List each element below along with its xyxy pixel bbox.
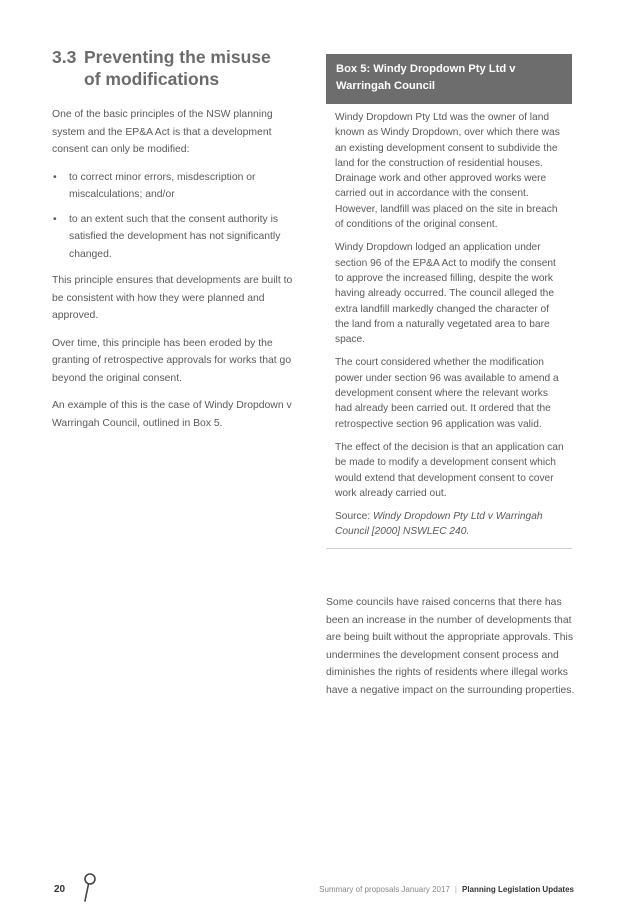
paragraph: Over time, this principle has been eroded by the granting of retrospective approvals for works that go beyond the original consent. (52, 337, 292, 384)
right-column-text (326, 594, 576, 699)
box-source (335, 509, 564, 540)
paragraph: This principle ensures that developments are built to be consistent with how they were planned and approved. (52, 275, 293, 321)
location-pin-icon (82, 872, 98, 907)
document-title: Planning Legislation Updates (461, 885, 574, 894)
intro-paragraph: One of the basic principles of the NSW planning system and the EP&A Act is that a development consent can only be modified: (52, 109, 273, 155)
source-label: Source: (335, 511, 371, 523)
bullet-list (52, 169, 300, 264)
box-paragraph: The court considered whether the modification power under section 96 was available to amend a development consent where the relevant works had already been carried out. It ordered that the retrospective section 96 application was valid. (335, 357, 559, 430)
section-heading (52, 46, 292, 90)
section-number: 3.3 (52, 47, 77, 67)
footer-info (319, 885, 574, 894)
box-paragraph: Windy Dropdown Pty Ltd was the owner of land known as Windy Dropdown, over which there was an existing development consent to subdivide the land for the construction of residential houses. Drainage work and other approved works were carried out in accordance with the consent. However, landfill was placed on the site in breach of conditions of the original consent. (335, 112, 560, 231)
page-footer (0, 878, 624, 898)
paragraph: An example of this is the case of Windy Dropdown v Warringah Council, outlined in Box 5. (52, 400, 292, 429)
box-title: Box 5: Windy Dropdown Pty Ltd v Warringah Council (326, 54, 572, 104)
case-study-box (326, 54, 572, 549)
bullet-item: • to an extent such that the consent authority is satisfied the development has not significantly changed. (52, 211, 300, 264)
section-title: Preventing the misuse of modifications (84, 47, 271, 89)
box-paragraph: Windy Dropdown lodged an application under section 96 of the EP&A Act to modify the consent to approve the increased filling, despite the work having already occurred. The council alleged the extra landfill markedly changed the character of the land from a naturally vegetated area to bare space. (335, 242, 556, 346)
box-paragraph: The effect of the decision is that an application can be made to modify a development consent which would extend that development consent to cover work already carried out. (335, 441, 564, 499)
bullet-item: • to correct minor errors, misdescription or miscalculations; and/or (52, 169, 300, 204)
box-body (326, 104, 572, 549)
page-number: 20 (54, 884, 66, 895)
left-column (52, 106, 300, 442)
document-info: Summary of proposals January 2017 (319, 885, 450, 894)
source-citation: Windy Dropdown Pty Ltd v Warringah Council [2000] NSWLEC 240. (335, 511, 543, 538)
paragraph: Some councils have raised concerns that there has been an increase in the number of developments that are being built without the appropriate approvals. This undermines the development consent process and diminishes the rights of residents where illegal works have a negative impact on the surrounding properties. (326, 597, 575, 696)
footer-separator: | (454, 885, 457, 894)
